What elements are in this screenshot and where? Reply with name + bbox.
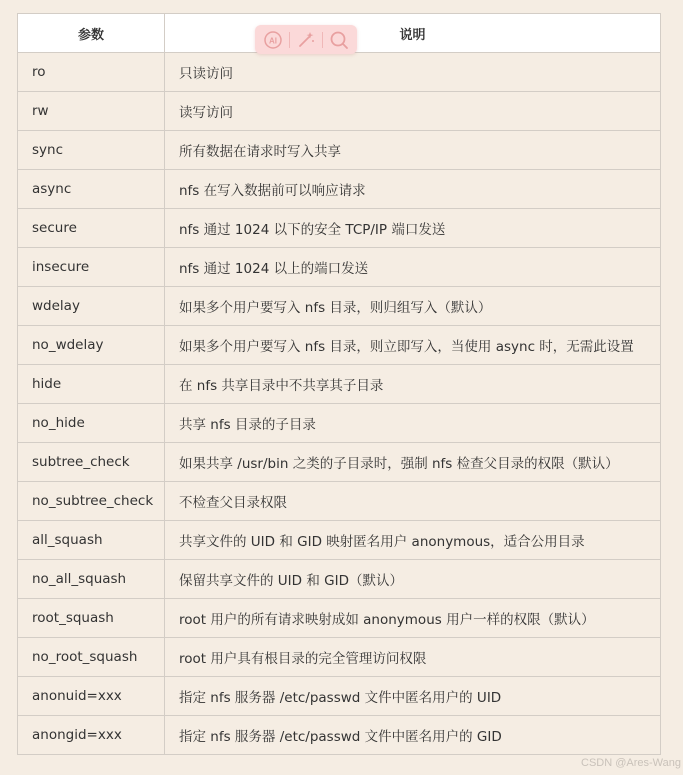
- table-row: [18, 560, 661, 599]
- table-row: [18, 53, 661, 92]
- param-cell: anongid=xxx: [18, 716, 165, 755]
- description-cell: 所有数据在请求时写入共享: [165, 131, 661, 170]
- table-row: [18, 599, 661, 638]
- param-cell: no_hide: [18, 404, 165, 443]
- param-cell: no_wdelay: [18, 326, 165, 365]
- param-cell: rw: [18, 92, 165, 131]
- description-cell: 只读访问: [165, 53, 661, 92]
- description-cell: 在 nfs 共享目录中不共享其子目录: [165, 365, 661, 404]
- description-cell: nfs 在写入数据前可以响应请求: [165, 170, 661, 209]
- table-row: [18, 716, 661, 755]
- search-button[interactable]: [326, 28, 352, 52]
- magic-wand-button[interactable]: [293, 28, 319, 52]
- description-cell: root 用户的所有请求映射成如 anonymous 用户一样的权限（默认）: [165, 599, 661, 638]
- header-param: 参数: [18, 14, 165, 53]
- description-cell: root 用户具有根目录的完全管理访问权限: [165, 638, 661, 677]
- description-cell: 共享 nfs 目录的子目录: [165, 404, 661, 443]
- param-cell: no_root_squash: [18, 638, 165, 677]
- description-cell: 如果多个用户要写入 nfs 目录，则归组写入（默认）: [165, 287, 661, 326]
- param-cell: no_subtree_check: [18, 482, 165, 521]
- description-cell: 不检查父目录权限: [165, 482, 661, 521]
- floating-toolbar: [255, 25, 357, 54]
- description-cell: 读写访问: [165, 92, 661, 131]
- param-cell: subtree_check: [18, 443, 165, 482]
- param-cell: no_all_squash: [18, 560, 165, 599]
- svg-text:AI: AI: [269, 36, 278, 45]
- param-cell: sync: [18, 131, 165, 170]
- description-cell: 共享文件的 UID 和 GID 映射匿名用户 anonymous，适合公用目录: [165, 521, 661, 560]
- description-cell: 指定 nfs 服务器 /etc/passwd 文件中匿名用户的 GID: [165, 716, 661, 755]
- toolbar-divider: [322, 32, 323, 48]
- table-row: [18, 677, 661, 716]
- table-row: [18, 131, 661, 170]
- table-row: [18, 248, 661, 287]
- table-row: [18, 521, 661, 560]
- table-body: [18, 53, 661, 755]
- table-row: [18, 443, 661, 482]
- param-cell: secure: [18, 209, 165, 248]
- table-row: [18, 404, 661, 443]
- description-cell: 如果多个用户要写入 nfs 目录，则立即写入，当使用 async 时，无需此设置: [165, 326, 661, 365]
- ai-icon: [263, 30, 283, 50]
- nfs-options-table-container: [17, 13, 660, 755]
- table-row: [18, 170, 661, 209]
- description-cell: 如果共享 /usr/bin 之类的子目录时，强制 nfs 检查父目录的权限（默认）: [165, 443, 661, 482]
- param-cell: async: [18, 170, 165, 209]
- watermark: CSDN @Ares-Wang: [581, 757, 681, 769]
- table-row: [18, 209, 661, 248]
- description-cell: nfs 通过 1024 以下的安全 TCP/IP 端口发送: [165, 209, 661, 248]
- toolbar-divider: [289, 32, 290, 48]
- param-cell: ro: [18, 53, 165, 92]
- param-cell: insecure: [18, 248, 165, 287]
- search-icon: [329, 30, 349, 50]
- description-cell: 保留共享文件的 UID 和 GID（默认）: [165, 560, 661, 599]
- param-cell: root_squash: [18, 599, 165, 638]
- table-row: [18, 638, 661, 677]
- header-description: 说明: [165, 14, 661, 53]
- table-row: [18, 92, 661, 131]
- param-cell: hide: [18, 365, 165, 404]
- param-cell: anonuid=xxx: [18, 677, 165, 716]
- table-row: [18, 365, 661, 404]
- magic-wand-icon: [296, 30, 316, 50]
- description-cell: 指定 nfs 服务器 /etc/passwd 文件中匿名用户的 UID: [165, 677, 661, 716]
- description-cell: nfs 通过 1024 以上的端口发送: [165, 248, 661, 287]
- param-cell: wdelay: [18, 287, 165, 326]
- table-row: [18, 482, 661, 521]
- table-row: [18, 287, 661, 326]
- param-cell: all_squash: [18, 521, 165, 560]
- ai-button[interactable]: [260, 28, 286, 52]
- nfs-options-table: [17, 13, 661, 755]
- table-row: [18, 326, 661, 365]
